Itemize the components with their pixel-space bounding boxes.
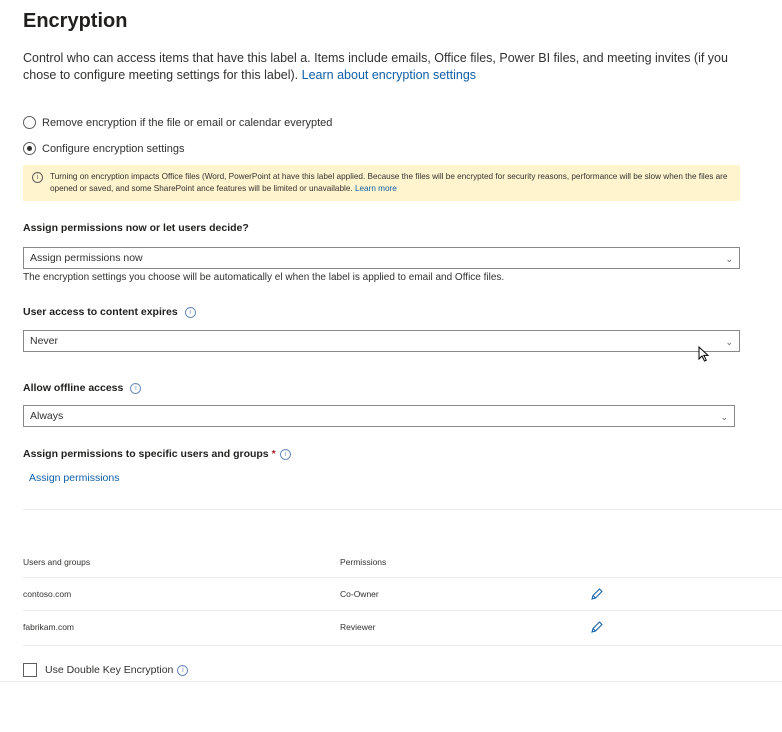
radio-configure-encryption[interactable] (23, 142, 36, 155)
mouse-cursor-icon (698, 346, 710, 362)
info-icon[interactable]: i (185, 307, 196, 318)
table-row-permission: Co-Owner (340, 589, 379, 599)
offline-dropdown[interactable] (23, 405, 735, 427)
description (23, 50, 753, 84)
offline-label (23, 382, 141, 394)
info-icon[interactable]: i (280, 449, 291, 460)
table-divider (23, 577, 782, 578)
description-text: Control who can access items that have this label a. Items include emails, Office files, Power BI files, and meeting invites (if you chose to configure meeting settings for this label). (23, 51, 728, 82)
table-row-permission: Reviewer (340, 622, 376, 632)
expires-dropdown[interactable] (23, 330, 740, 352)
encryption-warning-banner (23, 165, 740, 201)
pencil-icon[interactable] (590, 620, 604, 634)
dke-checkbox[interactable] (23, 663, 37, 677)
page-title: Encryption (23, 10, 128, 32)
assign-mode-value: Assign permissions now (30, 252, 143, 264)
expires-label-text: User access to content expires (23, 306, 178, 318)
expires-label (23, 306, 196, 318)
dke-label: Use Double Key Encryption (45, 664, 174, 676)
assign-mode-dropdown[interactable] (23, 247, 740, 269)
assign-mode-helper: The encryption settings you choose will be automatically el when the label is applied to email and Office files. (23, 272, 505, 283)
permissions-header: Permissions (340, 557, 387, 567)
chevron-down-icon: ⌄ (725, 337, 733, 347)
warning-text: Turning on encryption impacts Office files (Word, PowerPoint at have this label applied. Because the files will be encrypted for security reasons, performance will be slow when the files are opened or saved, and some SharePoint ance features will be limited or unavailable. (50, 172, 728, 193)
required-marker: * (271, 448, 276, 460)
offline-value: Always (30, 410, 64, 422)
table-divider (23, 610, 782, 611)
table-row-user: fabrikam.com (23, 622, 75, 632)
table-row-user: contoso.com (23, 589, 72, 599)
info-icon: i (32, 172, 43, 183)
info-icon[interactable]: i (177, 665, 188, 676)
configure-encryption-option[interactable] (23, 142, 184, 155)
remove-encryption-label: Remove encryption if the file or email or calendar everypted (42, 116, 333, 129)
info-icon[interactable]: i (130, 383, 141, 394)
table-divider (23, 645, 782, 646)
divider (23, 509, 782, 510)
specific-permissions-label (23, 448, 291, 460)
pencil-icon[interactable] (590, 587, 604, 601)
expires-value: Never (30, 335, 59, 347)
warning-learn-more-link[interactable]: Learn more (354, 184, 397, 193)
assign-mode-label-text: Assign permissions now or let users decide? (23, 222, 249, 234)
radio-remove-encryption[interactable] (23, 116, 36, 129)
offline-label-text: Allow offline access (23, 382, 124, 394)
assign-mode-label (23, 222, 249, 234)
bottom-divider (0, 681, 782, 682)
chevron-down-icon: ⌄ (725, 254, 733, 264)
chevron-down-icon: ⌄ (720, 412, 728, 422)
learn-encryption-link[interactable]: Learn about encryption settings (301, 68, 477, 82)
configure-encryption-label: Configure encryption settings (42, 142, 185, 155)
dke-option[interactable] (23, 663, 188, 677)
specific-permissions-text: Assign permissions to specific users and groups (23, 448, 269, 460)
assign-permissions-link[interactable]: Assign permissions (29, 472, 120, 484)
users-groups-header: Users and groups (23, 557, 91, 567)
remove-encryption-option[interactable] (23, 116, 332, 129)
